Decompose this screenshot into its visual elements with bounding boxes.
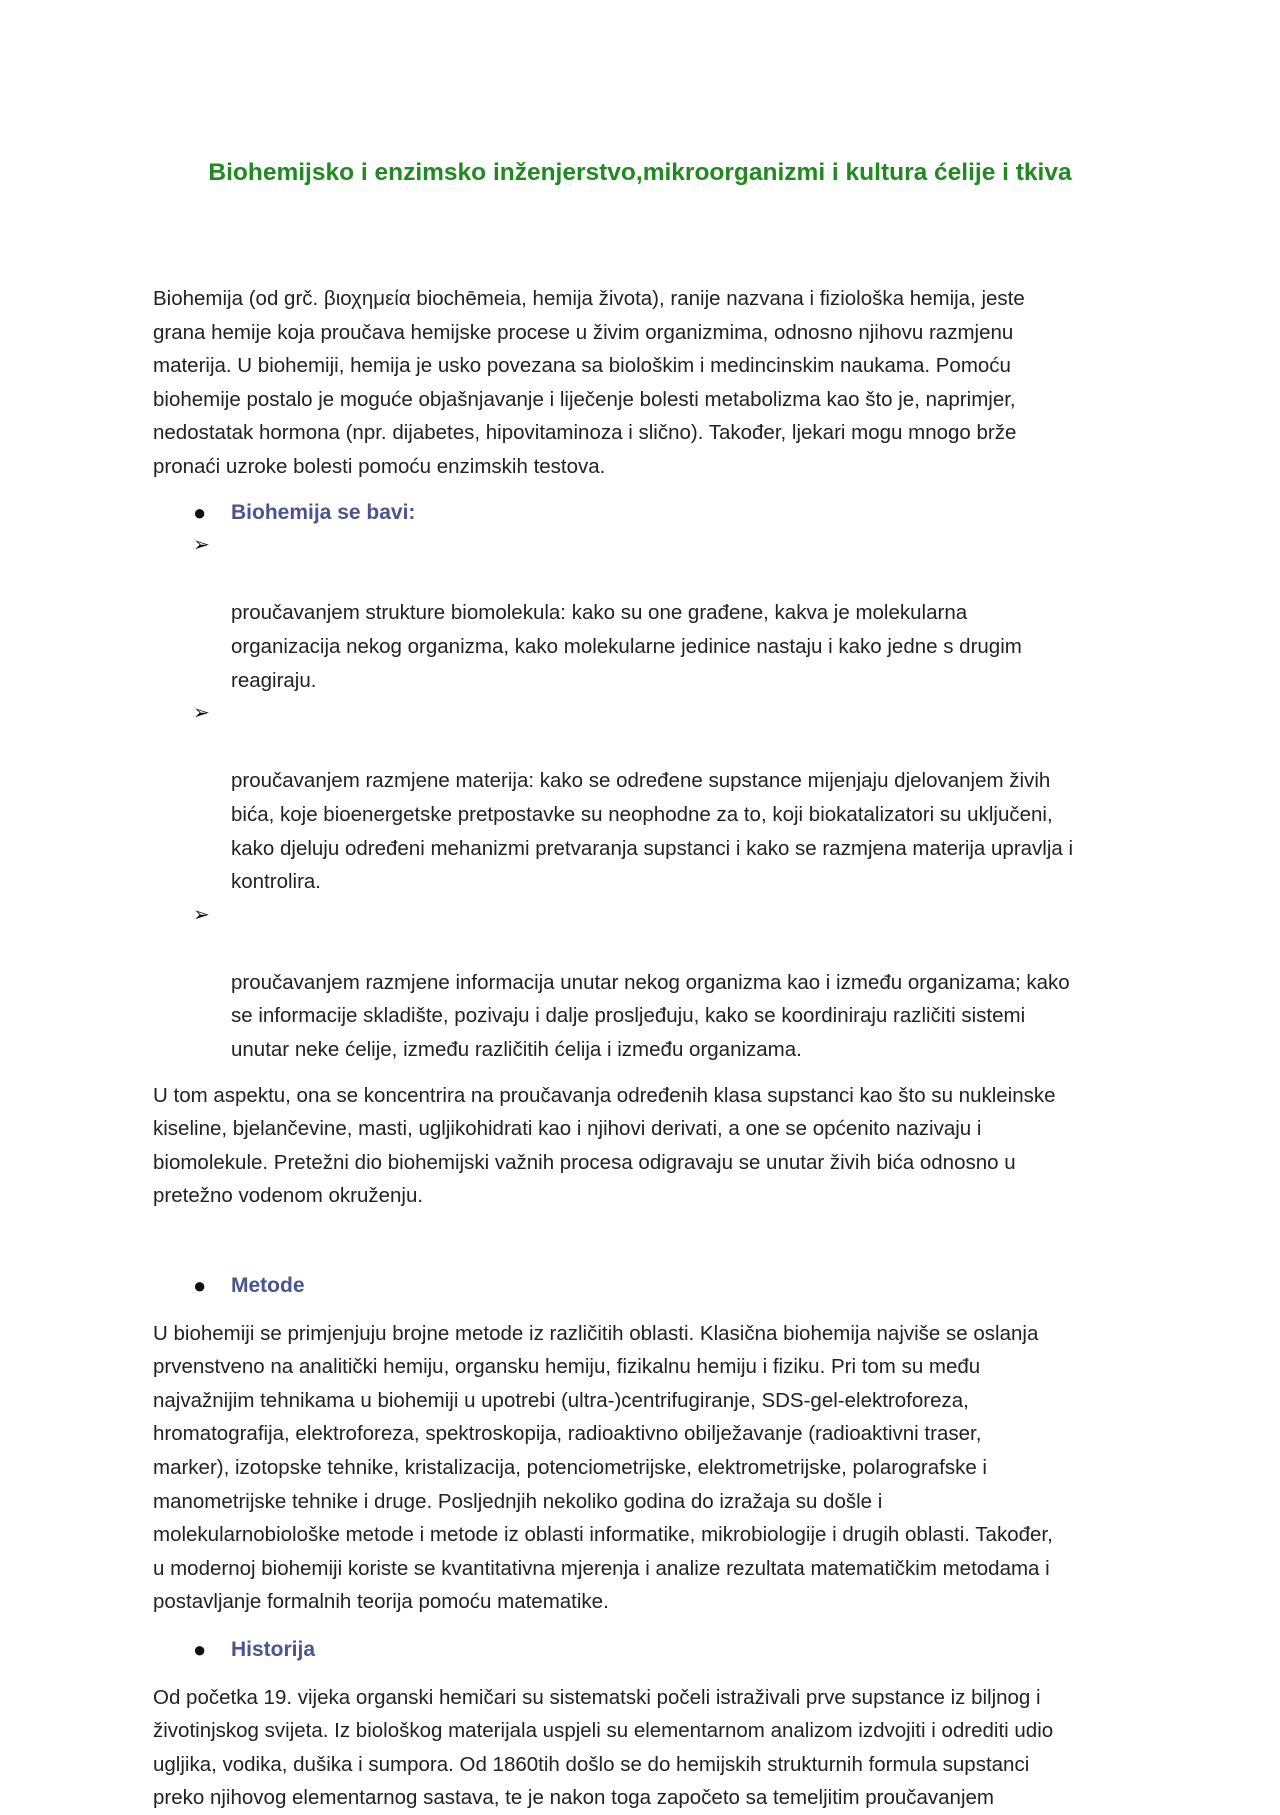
list-item: [153, 529, 1143, 697]
section-heading-text: Historija: [231, 1637, 316, 1661]
section-heading-metode: [153, 1269, 1143, 1303]
section-heading-text: Metode: [231, 1274, 305, 1298]
document-title: Biohemijsko i enzimsko inženjerstvo,mikroorganizmi i kultura ćelije i tkiva: [208, 159, 1072, 186]
section-heading-historija: [153, 1633, 1143, 1667]
arrowhead-bullet-icon: ➢: [193, 702, 210, 725]
document-body: [153, 282, 1143, 1815]
section-heading-biohemija-se-bavi: [153, 496, 1143, 530]
filled-circle-bullet-icon: ●: [193, 499, 207, 525]
list-item-text: proučavanjem razmjene materija: kako se određene supstance mijenjaju djelovanjem živih bića, koje bioenergetske pretpostavke su neophodne za to, koji biokatalizatori su uključeni, kako djeluju određeni mehanizmi pretvaranja supstanci i kako se razmjena materija upravlja i kontrolira.: [231, 769, 1074, 894]
list-item: [153, 697, 1143, 899]
list-item: [153, 899, 1143, 1067]
section-heading-text: Biohemija se bavi:: [231, 500, 416, 524]
sub-bullet-list: [153, 529, 1143, 1067]
list-item-text: proučavanjem razmjene informacija unutar nekog organizma kao i između organizama; kako se informacije skladište, pozivaju i dalje prosljeđuju, kako se koordiniraju različiti sistemi unutar neke ćelije, između različitih ćelija i između organizama.: [231, 970, 1070, 1062]
filled-circle-bullet-icon: ●: [193, 1273, 207, 1299]
arrowhead-bullet-icon: ➢: [193, 903, 210, 926]
arrowhead-bullet-icon: ➢: [193, 534, 210, 557]
historija-paragraph: Od početka 19. vijeka organski hemičari su sistematski počeli istraživali prve supstance iz biljnog i životinjskog svijeta. Iz biološkog materijala uspjeli su elementarnom analizom izdvojiti i odrediti udio ugljika, vodika, dušika i sumpora. Od 1860tih došlo se do hemijskih strukturnih formula supstanci preko njihovog elementarnog sastava, te je nakon toga započeto sa temeljitim proučavanjem: [153, 1685, 1054, 1810]
intro-paragraph: Biohemija (od grč. βιοχημεία biochēmeia, hemija života), ranije nazvana i fiziološka hemija, jeste grana hemije koja proučava hemijske procese u živim organizmima, odnosno njihovu razmjenu materija. U biohemiji, hemija je usko povezana sa biološkim i medincinskim naukama. Pomoću biohemije postalo je moguće objašnjavanje i liječenje bolesti metabolizma kao što je, naprimjer, nedostatak hormona (npr. dijabetes, hipovitaminoza i slično). Također, ljekari mogu mnogo brže pronaći uzroke bolesti pomoću enzimskih testova.: [153, 287, 1025, 478]
metode-paragraph: U biohemiji se primjenjuju brojne metode iz različitih oblasti. Klasična biohemija najviše se oslanja prvenstveno na analitički hemiju, organsku hemiju, fizikalnu hemiju i fiziku. Pri tom su među najvažnijim tehnikama u biohemiji u upotrebi (ultra-)centrifugiranje, SDS-gel-elektroforeza, hromatografija, elektroforeza, spektroskopija, radioaktivno obilježavanje (radioaktivni traser, marker), izotopske tehnike, kristalizacija, potenciometrijske, elektrometrijske, polarografske i manometrijske tehnike i druge. Posljednjih nekoliko godina do izražaja su došle i molekularnobiološke metode i metode iz oblasti informatike, mikrobiologije i drugih oblasti. Također, u modernoj biohemiji koriste se kvantitativna mjerenja i analize rezultata matematičkim metodama i postavljanje formalnih teorija pomoću matematike.: [153, 1321, 1053, 1614]
section1-after-paragraph: U tom aspektu, ona se koncentrira na proučavanja određenih klasa supstanci kao što su nukleinske kiseline, bjelančevine, masti, ugljikohidrati kao i njihovi derivati, a one se općenito nazivaju i biomolekule. Pretežni dio biohemijski važnih procesa odigravaju se unutar živih bića odnosno u pretežno vodenom okruženju.: [153, 1083, 1056, 1208]
list-item-text: proučavanjem strukture biomolekula: kako su one građene, kakva je molekularna organizacija nekog organizma, kako molekularne jedinice nastaju i kako jedne s drugim reagiraju.: [231, 601, 1022, 692]
filled-circle-bullet-icon: ●: [193, 1636, 207, 1662]
